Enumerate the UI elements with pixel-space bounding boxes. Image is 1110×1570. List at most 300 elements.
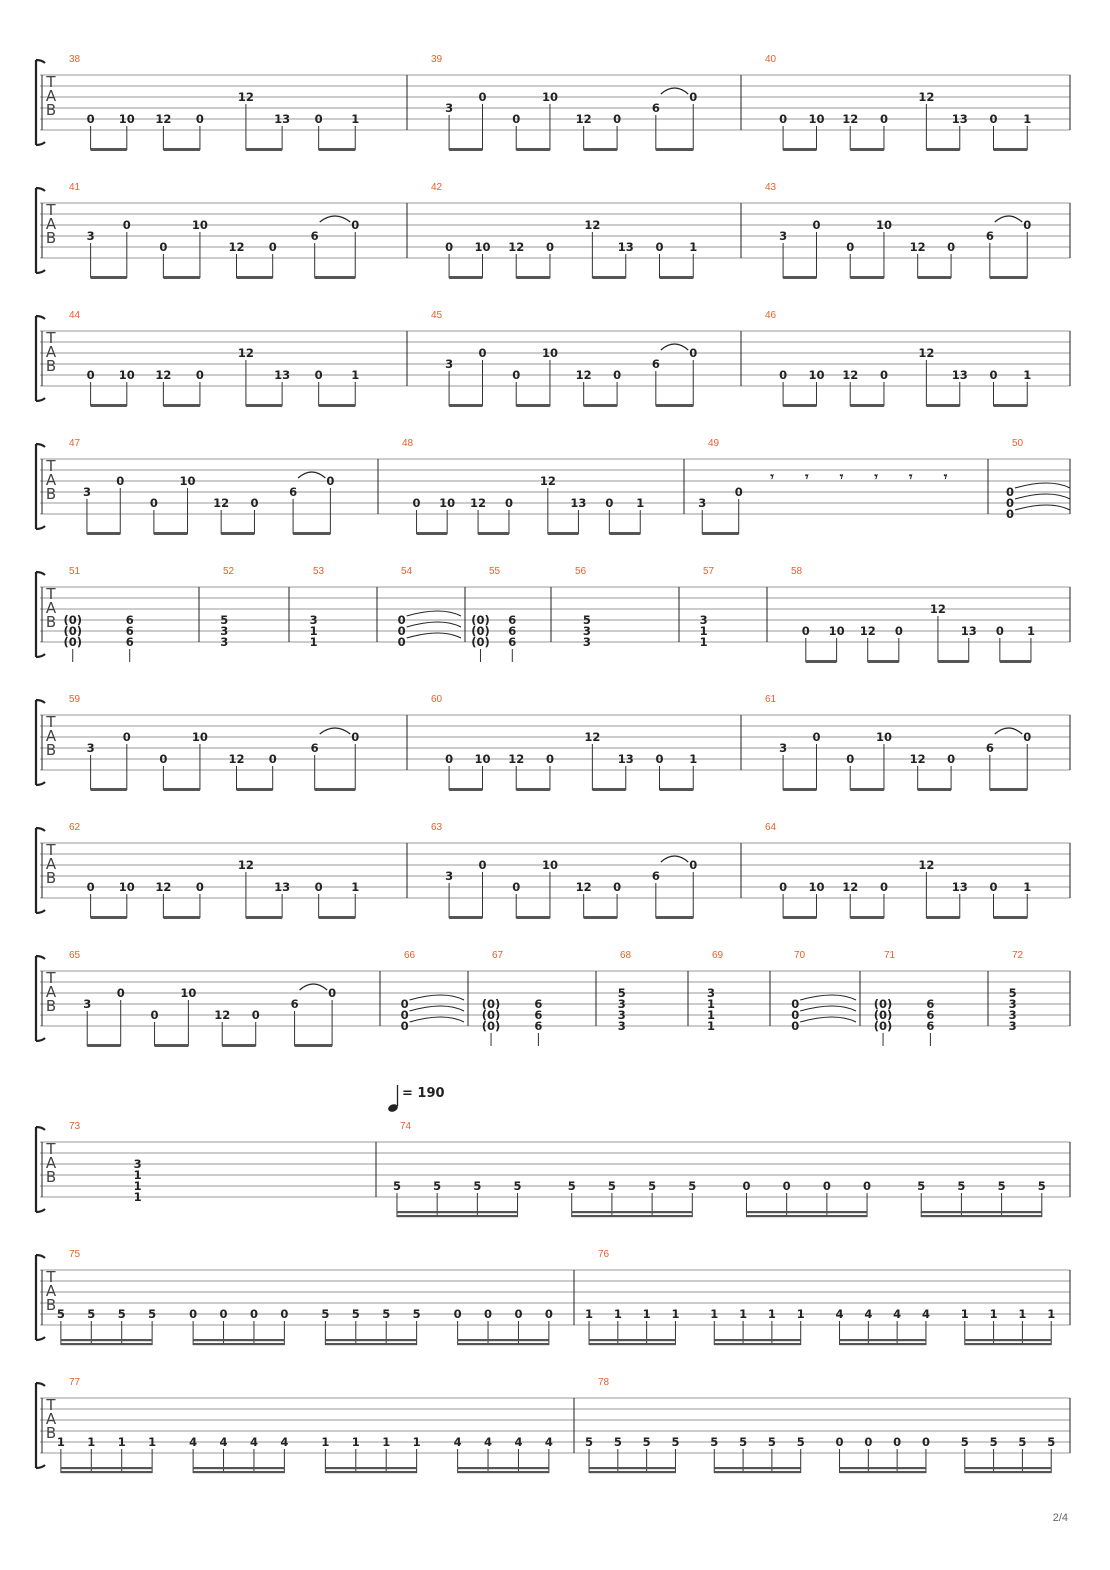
note-beam [783, 148, 816, 151]
note-beam [163, 916, 200, 919]
tab-clef-b: B [45, 357, 57, 375]
tab-clef-a: A [45, 1154, 57, 1172]
note-beam [163, 276, 200, 279]
fret-number: 0 [689, 346, 698, 360]
note-beam [572, 1215, 693, 1217]
fret-number: 5 [473, 1179, 482, 1193]
measure-number: 52 [223, 566, 235, 577]
fret-number: 0 [159, 240, 168, 254]
tie-arc [1015, 494, 1070, 499]
fret-number: 0 [835, 1435, 844, 1449]
note-beam [155, 1044, 189, 1047]
tie-arc [407, 633, 461, 638]
fret-number: 12 [470, 496, 487, 510]
fret-number: 5 [688, 1179, 697, 1193]
note-beam [516, 276, 550, 279]
fret-number: 4 [280, 1435, 289, 1449]
note-beam [516, 788, 550, 791]
fret-number: 1 [710, 1307, 719, 1321]
fret-number: 3 [698, 496, 707, 510]
note-beam [584, 148, 617, 151]
fret-number: 3 [220, 624, 229, 638]
system-bracket [36, 700, 45, 785]
fret-number: 6 [534, 1019, 543, 1033]
fret-number: 6 [508, 613, 517, 627]
note-beam [656, 404, 693, 407]
fret-number: 10 [118, 880, 135, 894]
measure-number: 51 [69, 566, 81, 577]
note-beam [592, 276, 625, 279]
fret-number: 1 [412, 1435, 421, 1449]
fret-number: 6 [926, 997, 935, 1011]
fret-number: 5 [382, 1307, 391, 1321]
fret-number: 1 [706, 997, 715, 1011]
note-beam [589, 1343, 675, 1345]
note-beam [660, 276, 694, 279]
fret-number: 12 [228, 752, 245, 766]
fret-number: 13 [274, 368, 291, 382]
note-beam [193, 1339, 284, 1341]
fret-number: 0 [655, 240, 664, 254]
measure-number: 62 [69, 822, 81, 833]
tab-staff [36, 54, 1070, 151]
measure-65 [69, 950, 380, 1047]
tie-arc [320, 216, 351, 222]
fret-number: 5 [321, 1307, 330, 1321]
note-beam [91, 148, 127, 151]
fret-number: 3 [582, 635, 591, 649]
tab-clef-t: T [46, 841, 56, 859]
fret-number: 5 [960, 1435, 969, 1449]
fret-number: 0 [605, 496, 614, 510]
fret-number: 0 [116, 986, 125, 1000]
fret-number: 6 [534, 997, 543, 1011]
note-beam [458, 1467, 549, 1469]
fret-number: 12 [575, 368, 592, 382]
fret-number: 4 [835, 1307, 844, 1321]
fret-number: 13 [960, 624, 977, 638]
fret-number: 5 [582, 613, 591, 627]
fret-number: 10 [541, 346, 558, 360]
measure-64 [765, 822, 1031, 919]
fret-number: 3 [1008, 997, 1017, 1011]
fret-number: 3 [445, 357, 454, 371]
fret-number: 3 [83, 997, 92, 1011]
fret-number: (0) [481, 1019, 501, 1033]
measure-63 [431, 822, 741, 919]
measure-number: 69 [712, 950, 724, 961]
tab-clef-b: B [45, 869, 57, 887]
fret-number: 10 [191, 730, 208, 744]
fret-number: 1 [989, 1307, 998, 1321]
fret-number: 4 [514, 1435, 523, 1449]
note-beam [61, 1467, 152, 1469]
fret-number: 3 [86, 741, 95, 755]
fret-number: 10 [439, 496, 456, 510]
note-beam [221, 532, 254, 535]
measure-number: 60 [431, 694, 443, 705]
fret-number: 5 [87, 1307, 96, 1321]
measure-number: 61 [765, 694, 777, 705]
fret-number: 0 [195, 368, 204, 382]
fret-number: 6 [651, 357, 660, 371]
eighth-rest: 𝄾 [805, 470, 809, 485]
fret-number: 0 [879, 368, 888, 382]
fret-number: 3 [617, 997, 626, 1011]
note-beam [449, 276, 482, 279]
note-beam [714, 1471, 800, 1473]
fret-number: 0 [613, 368, 622, 382]
fret-number: 0 [400, 1019, 409, 1033]
note-beam [584, 916, 617, 919]
fret-number: 0 [351, 218, 360, 232]
fret-number: 0 [189, 1307, 198, 1321]
measure-number: 78 [598, 1377, 610, 1388]
tab-clef-a: A [45, 215, 57, 233]
fret-number: 12 [237, 858, 254, 872]
measure-40 [765, 54, 1031, 151]
fret-number: 0 [326, 474, 335, 488]
fret-number: (0) [471, 624, 490, 638]
measure-number: 65 [69, 950, 81, 961]
tie-arc [1015, 505, 1070, 510]
fret-number: 1 [1047, 1307, 1056, 1321]
fret-number: 3 [706, 986, 715, 1000]
note-beam [746, 1215, 867, 1217]
measure-59 [69, 694, 407, 791]
note-beam [325, 1467, 416, 1469]
measure-number: 43 [765, 182, 777, 193]
fret-number: 0 [545, 240, 554, 254]
tie-arc [661, 88, 688, 94]
fret-number: 0 [453, 1307, 462, 1321]
note-beam [449, 404, 482, 407]
measure-number: 46 [765, 310, 777, 321]
tie-arc [800, 995, 856, 1000]
fret-number: 0 [989, 112, 998, 126]
measure-number: 70 [794, 950, 806, 961]
fret-number: 13 [617, 752, 634, 766]
fret-number: 3 [445, 101, 454, 115]
fret-number: 4 [189, 1435, 198, 1449]
note-beam [91, 404, 127, 407]
fret-number: 12 [237, 90, 254, 104]
fret-number: 4 [453, 1435, 462, 1449]
measure-58 [791, 566, 1035, 663]
fret-number: 6 [508, 635, 517, 649]
note-beam [965, 1339, 1051, 1341]
system-bracket [36, 828, 45, 913]
fret-number: 12 [918, 90, 935, 104]
note-beam [91, 788, 127, 791]
note-beam [163, 788, 200, 791]
fret-number: 12 [859, 624, 876, 638]
fret-number: 0 [159, 752, 168, 766]
note-beam [449, 916, 482, 919]
measure-number: 41 [69, 182, 81, 193]
fret-number: 3 [82, 485, 91, 499]
measure-number: 38 [69, 54, 81, 65]
note-beam [163, 148, 200, 151]
measure-number: 77 [69, 1377, 81, 1388]
tab-staff [36, 438, 1070, 535]
note-beam [236, 788, 272, 791]
fret-number: 0 [122, 730, 131, 744]
tab-clef-b: B [45, 1424, 57, 1442]
measure-number: 59 [69, 694, 81, 705]
measure-60 [431, 694, 741, 791]
tie-arc [298, 472, 325, 478]
note-beam [295, 1044, 333, 1047]
fret-number: 3 [86, 229, 95, 243]
fret-number: 1 [117, 1435, 126, 1449]
note-beam [990, 788, 1027, 791]
fret-number: 0 [689, 90, 698, 104]
fret-number: 5 [648, 1179, 657, 1193]
fret-number: 0 [893, 1435, 902, 1449]
note-beam [589, 1471, 675, 1473]
note-beam [516, 916, 550, 919]
fret-number: 0 [397, 613, 406, 627]
measure-62 [69, 822, 407, 919]
note-beam [193, 1471, 284, 1473]
system-bracket [36, 444, 45, 529]
fret-number: 12 [155, 112, 172, 126]
tab-clef-a: A [45, 855, 57, 873]
measure-74 [393, 1121, 1046, 1217]
fret-number: 5 [1018, 1435, 1027, 1449]
fret-number: 1 [133, 1179, 142, 1193]
measure-75 [57, 1249, 574, 1345]
measure-43 [765, 182, 1031, 279]
fret-number: 3 [779, 229, 788, 243]
note-beam [921, 1211, 1042, 1213]
measure-73 [69, 1121, 376, 1204]
tie-arc [1015, 483, 1070, 488]
measure-number: 63 [431, 822, 443, 833]
measure-number: 48 [402, 438, 414, 449]
tab-clef-t: T [46, 73, 56, 91]
fret-number: 0 [314, 368, 323, 382]
tab-staff [36, 1249, 1070, 1345]
fret-number: 1 [1018, 1307, 1027, 1321]
tab-staff [36, 822, 1070, 919]
fret-number: 5 [513, 1179, 522, 1193]
fret-number: 10 [118, 368, 135, 382]
fret-number: 3 [617, 1019, 626, 1033]
fret-number: 5 [433, 1179, 442, 1193]
note-beam [61, 1339, 152, 1341]
fret-number: 6 [651, 869, 660, 883]
note-beam [714, 1467, 800, 1469]
tab-clef-a: A [45, 599, 57, 617]
fret-number: 0 [122, 218, 131, 232]
fret-number: 0 [989, 880, 998, 894]
measure-46 [765, 310, 1031, 407]
note-beam [458, 1339, 549, 1341]
note-beam [660, 788, 694, 791]
measure-56 [575, 566, 679, 649]
system-bracket [36, 188, 45, 273]
measure-48 [402, 438, 684, 535]
fret-number: 0 [947, 752, 956, 766]
fret-number: 3 [582, 624, 591, 638]
note-beam [609, 532, 640, 535]
fret-number: 13 [274, 112, 291, 126]
note-beam [783, 404, 816, 407]
fret-number: 12 [929, 602, 946, 616]
measure-61 [765, 694, 1031, 791]
note-beam [918, 788, 951, 791]
fret-number: 3 [133, 1157, 142, 1171]
tie-arc [995, 728, 1022, 734]
note-beam [840, 1339, 926, 1341]
fret-number: 6 [508, 624, 517, 638]
measure-number: 56 [575, 566, 587, 577]
fret-number: 1 [671, 1307, 680, 1321]
fret-number: 1 [642, 1307, 651, 1321]
note-beam [926, 404, 959, 407]
note-beam [315, 788, 356, 791]
fret-number: 6 [310, 741, 319, 755]
note-beam [783, 276, 816, 279]
measure-number: 58 [791, 566, 803, 577]
tab-clef-a: A [45, 1282, 57, 1300]
fret-number: 10 [180, 986, 197, 1000]
eighth-rest: 𝄾 [839, 470, 844, 485]
note-beam [926, 916, 959, 919]
measure-70 [791, 950, 860, 1033]
note-beam [850, 276, 884, 279]
fret-number: 1 [960, 1307, 969, 1321]
fret-number: 3 [779, 741, 788, 755]
fret-number: 1 [613, 1307, 622, 1321]
measure-number: 64 [765, 822, 777, 833]
fret-number: 5 [613, 1435, 622, 1449]
tab-clef-t: T [46, 457, 56, 475]
fret-number: (0) [63, 613, 82, 627]
note-beam [656, 916, 693, 919]
fret-number: (0) [471, 635, 490, 649]
note-beam [921, 1215, 1042, 1217]
fret-number: 5 [767, 1435, 776, 1449]
tie-arc [995, 216, 1022, 222]
fret-number: 1 [87, 1435, 96, 1449]
measure-number: 55 [489, 566, 501, 577]
measure-53 [310, 566, 377, 649]
fret-number: 5 [957, 1179, 966, 1193]
fret-number: 0 [219, 1307, 228, 1321]
fret-number: 12 [155, 368, 172, 382]
note-beam [850, 916, 884, 919]
fret-number: 1 [1023, 368, 1032, 382]
tab-clef-b: B [45, 229, 57, 247]
fret-number: 0 [328, 986, 337, 1000]
measure-number: 75 [69, 1249, 81, 1260]
tab-clef-b: B [45, 1296, 57, 1314]
measure-69 [707, 950, 770, 1033]
note-beam [325, 1339, 416, 1341]
fret-number: (0) [63, 624, 82, 638]
fret-number: 0 [812, 730, 821, 744]
fret-number: 12 [214, 1008, 231, 1022]
fret-number: 12 [584, 218, 601, 232]
fret-number: 6 [289, 485, 298, 499]
fret-number: 0 [251, 1008, 260, 1022]
note-beam [746, 1211, 867, 1213]
fret-number: 0 [195, 880, 204, 894]
measure-49 [698, 438, 988, 535]
measure-number: 50 [1012, 438, 1024, 449]
measure-45 [431, 310, 741, 407]
note-beam [589, 1467, 675, 1469]
fret-number: 5 [671, 1435, 680, 1449]
fret-number: 0 [86, 880, 95, 894]
fret-number: 1 [585, 1307, 594, 1321]
fret-number: 5 [220, 613, 229, 627]
fret-number: 5 [997, 1179, 1006, 1193]
fret-number: 0 [879, 880, 888, 894]
fret-number: 1 [309, 624, 318, 638]
tie-arc [410, 995, 464, 1000]
fret-number: 0 [314, 880, 323, 894]
fret-number: 6 [125, 613, 134, 627]
fret-number: 5 [1037, 1179, 1046, 1193]
measure-number: 71 [884, 950, 896, 961]
fret-number: 12 [575, 112, 592, 126]
note-beam [449, 788, 482, 791]
fret-number: 10 [828, 624, 845, 638]
fret-number: 0 [150, 1008, 159, 1022]
fret-number: (0) [873, 997, 893, 1011]
tab-clef-b: B [45, 485, 57, 503]
tie-arc [320, 728, 351, 734]
tab-clef-a: A [45, 1410, 57, 1428]
fret-number: 0 [613, 880, 622, 894]
fret-number: 10 [808, 368, 825, 382]
fret-number: 1 [148, 1435, 157, 1449]
note-beam [592, 788, 625, 791]
fret-number: 1 [1023, 112, 1032, 126]
fret-number: 0 [400, 997, 409, 1011]
fret-number: 5 [739, 1435, 748, 1449]
note-beam [397, 1211, 518, 1213]
eighth-rest: 𝄾 [943, 470, 948, 485]
fret-number: 0 [1023, 218, 1032, 232]
measure-number: 66 [404, 950, 416, 961]
fret-number: 0 [512, 112, 521, 126]
measure-number: 44 [69, 310, 81, 321]
note-beam [994, 404, 1028, 407]
fret-number: 12 [842, 368, 859, 382]
measure-42 [431, 182, 741, 279]
note-beam [61, 1471, 152, 1473]
note-beam [1000, 660, 1031, 663]
note-beam [397, 1215, 518, 1217]
fret-number: 0 [864, 1435, 873, 1449]
measure-number: 39 [431, 54, 443, 65]
fret-number: 0 [86, 112, 95, 126]
fret-number: 1 [133, 1190, 142, 1204]
fret-number: 0 [846, 240, 855, 254]
fret-number: 5 [710, 1435, 719, 1449]
fret-number: 12 [213, 496, 230, 510]
fret-number: 0 [280, 1307, 289, 1321]
measure-47 [69, 438, 378, 535]
fret-number: 4 [484, 1435, 493, 1449]
fret-number: 0 [514, 1307, 523, 1321]
note-beam [965, 1471, 1051, 1473]
